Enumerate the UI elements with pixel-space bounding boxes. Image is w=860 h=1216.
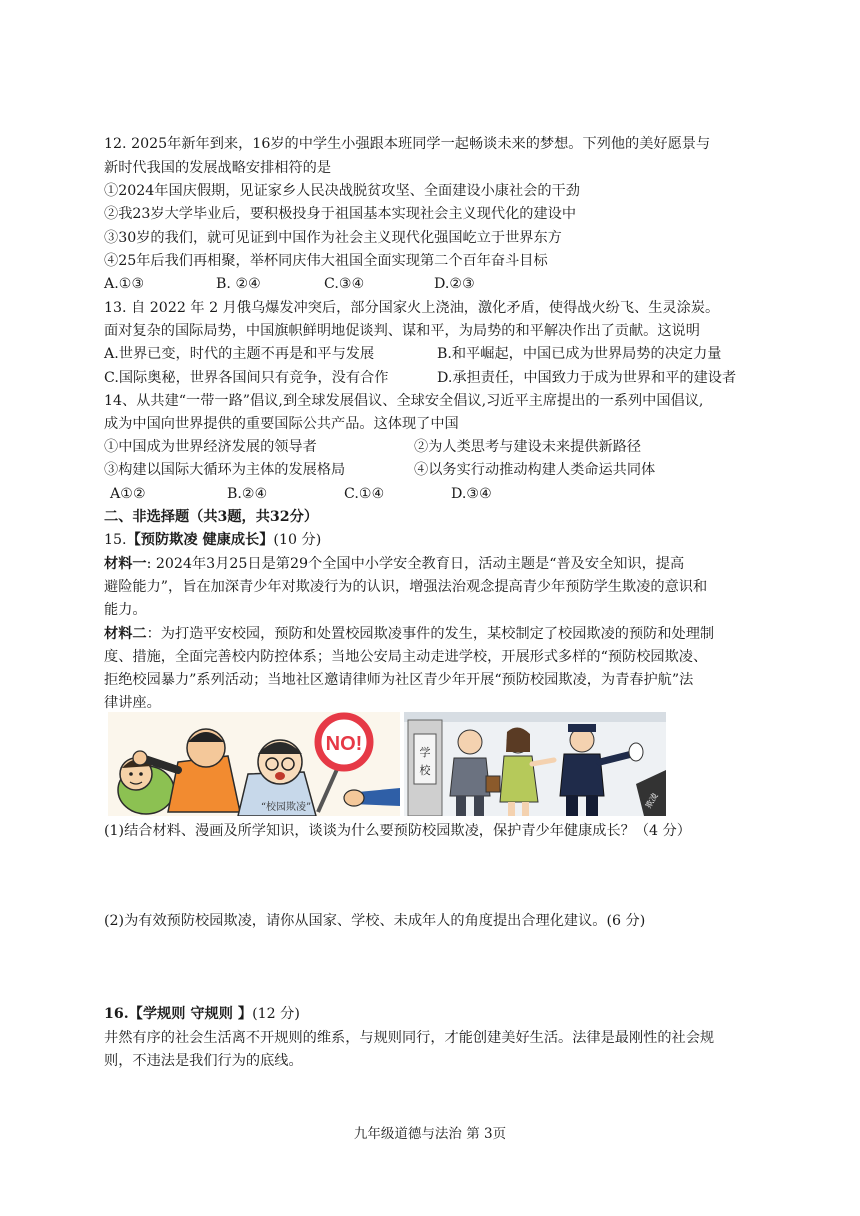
q15-material1-line3: 能力。 xyxy=(104,602,147,618)
q16-line1: 井然有序的社会生活离不开规则的维系，与规则同行，才能创建美好生活。法律是最刚性的社会规 xyxy=(104,1030,715,1046)
q13-option-d[interactable]: D.承担责任，中国致力于成为世界和平的建设者 xyxy=(437,370,737,386)
q14-item-4: ④以务实行动推动构建人类命运共同体 xyxy=(414,462,656,478)
q14-items-row2 xyxy=(104,460,655,480)
bullying-sign-text: 欺凌 xyxy=(643,791,660,810)
q14-option-b[interactable]: B.②④ xyxy=(227,486,268,502)
q14-options xyxy=(110,484,492,504)
q14-stem-line1: 14、从共建“一带一路”倡议,到全球发展倡议、全球安全倡议,习近平主席提出的一系列中国倡议, xyxy=(104,393,704,409)
school-police-cartoon-art xyxy=(404,712,666,816)
q14-option-a[interactable]: A①② xyxy=(110,486,146,502)
material1-label: 材料一 xyxy=(104,556,147,572)
school-sign-text-2: 校 xyxy=(419,764,431,777)
q12-item-1: ①2024年国庆假期，见证家乡人民决战脱贫攻坚、全面建设小康社会的干劲 xyxy=(104,183,580,199)
q15-sub2: (2)为有效预防校园欺凌，请你从国家、学校、未成年人的角度提出合理化建议。(6 分) xyxy=(104,913,646,929)
q12-stem-line2: 新时代我国的发展战略安排相符的是 xyxy=(104,160,332,176)
q15-material2-line3: 拒绝校园暴力”系列活动；当地社区邀请律师为社区青少年开展“预防校园欺凌，为青春护航”法 xyxy=(104,672,694,688)
q12-option-c[interactable]: C.③④ xyxy=(324,276,365,292)
school-sign-text: 学 xyxy=(419,746,431,759)
q14-option-d[interactable]: D.③④ xyxy=(451,486,492,502)
page-footer: 九年级道德与法治 第 3页 xyxy=(353,1126,507,1142)
q13-option-a[interactable]: A.世界已变，时代的主题不再是和平与发展 xyxy=(104,346,375,362)
q15-sub1: (1)结合材料、漫画及所学知识，谈谈为什么要预防校园欺凌，保护青少年健康成长？（4 分） xyxy=(104,823,691,839)
q13-options-row2 xyxy=(104,368,736,388)
q12-item-3: ③30岁的我们，就可见证到中国作为社会主义现代化强国屹立于世界东方 xyxy=(104,230,562,246)
q12-item-2: ②我23岁大学毕业后，要积极投身于祖国基本实现社会主义现代化的建设中 xyxy=(104,206,577,222)
q14-item-3: ③构建以国际大循环为主体的发展格局 xyxy=(104,462,346,478)
q15-number: 15. xyxy=(104,532,127,548)
q14-items-row1 xyxy=(104,437,641,457)
material2-text: ：为打造平安校园，预防和处置校园欺凌事件的发生，某校制定了校园欺凌的预防和处理制 xyxy=(146,626,715,642)
q16-score: (12 分) xyxy=(252,1006,300,1022)
q13-option-c[interactable]: C.国际奥秘，世界各国间只有竞争，没有合作 xyxy=(104,370,389,386)
q15-score: (10 分) xyxy=(273,532,322,548)
q16-title xyxy=(104,1004,300,1024)
q14-item-2: ②为人类思考与建设未来提供新路径 xyxy=(414,439,642,455)
q12-option-b[interactable]: B. ②④ xyxy=(216,276,261,292)
q13-option-b[interactable]: B.和平崛起，中国已成为世界局势的决定力量 xyxy=(437,346,722,362)
q14-item-1: ①中国成为世界经济发展的领导者 xyxy=(104,439,317,455)
q15-material2-line1 xyxy=(104,624,714,644)
q12-option-a[interactable]: A.①③ xyxy=(104,276,145,292)
no-sign-text: NO! xyxy=(325,733,363,755)
q12-options xyxy=(104,274,475,294)
q15-topic: 【预防欺凌 健康成长】 xyxy=(126,532,274,548)
material1-text: : 2024年3月25日是第29个全国中小学安全教育日，活动主题是“普及安全知识，提高 xyxy=(146,556,685,572)
q15-title xyxy=(104,530,321,550)
q14-option-c[interactable]: C.①④ xyxy=(344,486,385,502)
bullying-cartoon xyxy=(108,712,400,816)
q12-item-4: ④25年后我们再相聚，举杯同庆伟大祖国全面实现第二个百年奋斗目标 xyxy=(104,253,548,269)
q13-options-row1 xyxy=(104,344,722,364)
q13-stem-line2: 面对复杂的国际局势，中国旗帜鲜明地促谈判、谋和平，为局势的和平解决作出了贡献。这说明 xyxy=(104,323,700,339)
q12-stem-line1: 12. 2025年新年到来，16岁的中学生小强跟本班同学一起畅谈未来的梦想。下列他的美好愿景与 xyxy=(104,136,711,152)
q16-line2: 则，不违法是我们行为的底线。 xyxy=(104,1053,303,1069)
q16-topic: 16.【学规则 守规则 】 xyxy=(104,1006,253,1022)
q12-option-d[interactable]: D.②③ xyxy=(434,276,475,292)
q15-material1-line1 xyxy=(104,554,684,574)
q15-material2-line2: 度、措施，全面完善校内防控体系；当地公安局主动走进学校，开展形式多样的“预防校园欺凌、 xyxy=(104,649,708,665)
school-police-cartoon xyxy=(404,712,666,816)
q13-stem-line1: 13. 自 2022 年 2 月俄乌爆发冲突后，部分国家火上浇油，激化矛盾，使得战火纷飞、生灵涂炭。 xyxy=(104,300,720,316)
material2-label: 材料二 xyxy=(104,626,147,642)
cartoon-caption: “校园欺凌” xyxy=(260,802,312,813)
q15-material2-line4: 律讲座。 xyxy=(104,695,161,711)
q14-stem-line2: 成为中国向世界提供的重要国际公共产品。这体现了中国 xyxy=(104,416,459,432)
q15-material1-line2: 避险能力”，旨在加深青少年对欺凌行为的认识，增强法治观念提高青少年预防学生欺凌的意识和 xyxy=(104,579,708,595)
bullying-cartoon-art xyxy=(108,712,400,816)
section-heading: 二、非选择题（共3题，共32分） xyxy=(104,509,319,525)
